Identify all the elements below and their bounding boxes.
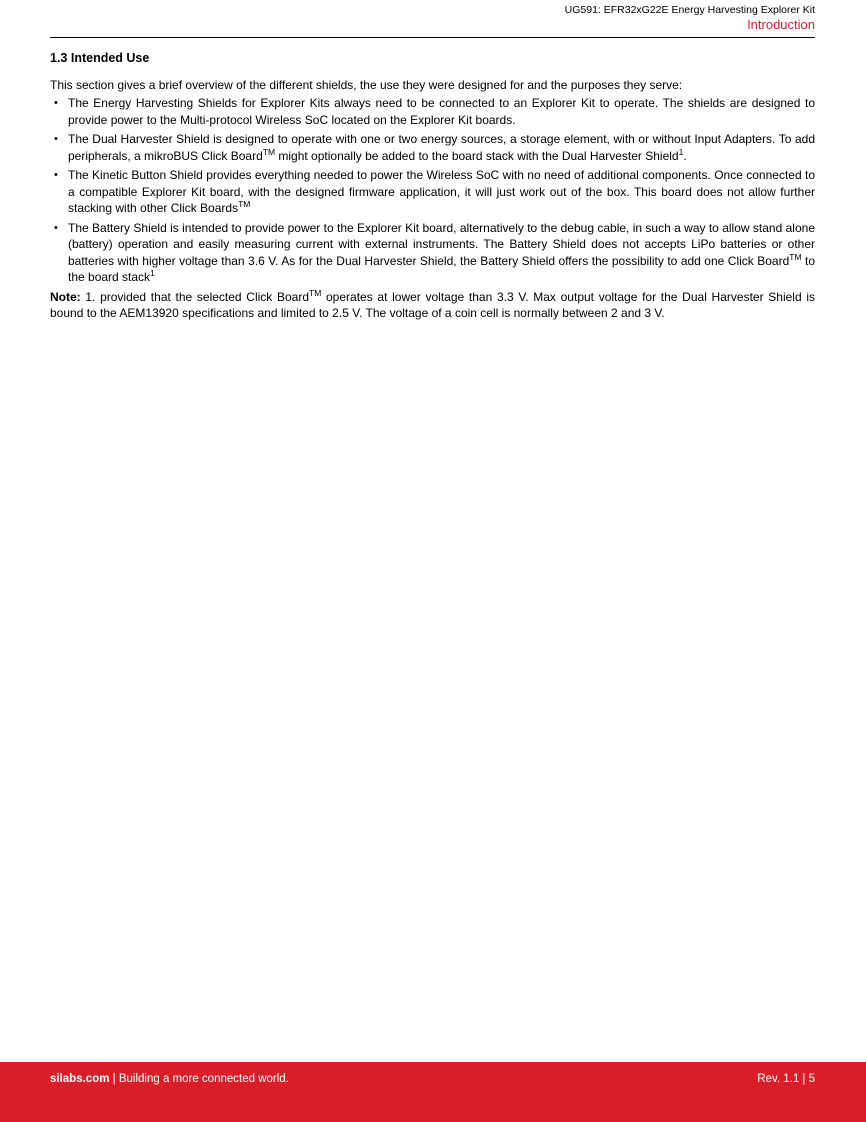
- bullet-text: The Battery Shield is intended to provide power to the Explorer Kit board, alternatively to the debug cable, in such a way to allow stand alone (battery) operation and easily measuring current with external instruments. The Battery Shield does not accepts LiPo batteries or other batteries with higher voltage than 3.6 V. As for the Dual Harvester Shield, the Battery Shield offers the possibility to add one Click Board: [68, 220, 815, 268]
- bullet-text: The Energy Harvesting Shields for Explorer Kits always need to be connected to an Explorer Kit to operate. The shields are designed to provide power to the Multi-protocol Wireless SoC located on the Explorer Kit boards.: [68, 96, 815, 127]
- note-text: 1. provided that the selected Click Board: [80, 289, 310, 304]
- trademark-superscript: TM: [789, 251, 802, 262]
- footer-tagline-text: | Building a more connected world.: [109, 1073, 289, 1085]
- bullet-text: to the board stack: [68, 253, 816, 284]
- bullet-text: might optionally be added to the board stack with the Dual Harvester Shield: [275, 148, 679, 163]
- list-item: [50, 220, 815, 286]
- page-footer: [0, 1062, 866, 1122]
- bullet-icon: •: [54, 133, 58, 145]
- section-title: 1.3 Intended Use: [50, 51, 150, 65]
- document-id: UG591: EFR32xG22E Energy Harvesting Explorer Kit: [564, 4, 815, 16]
- page-content: [50, 50, 815, 334]
- note-text: operates at lower voltage than 3.3 V. Max output voltage for the Dual Harvester Shield is bound to the AEM13920 specifications and limited to 2.5 V. The voltage of a coin cell is normally between 2 and 3 V.: [50, 289, 815, 320]
- bullet-text: .: [683, 148, 687, 163]
- list-item: [50, 95, 815, 128]
- footer-revision: Rev. 1.1 | 5: [757, 1073, 815, 1085]
- footer-site-link[interactable]: silabs.com: [50, 1073, 110, 1085]
- bullet-text: The Kinetic Button Shield provides everything needed to power the Wireless SoC with no need of additional components. Once connected to a compatible Explorer Kit board, with the designed firmware application, it will just work out of the box. This board does not allow further stacking with other Click Boards: [68, 168, 815, 215]
- bullet-icon: •: [54, 169, 58, 181]
- footnote-marker: 1: [150, 268, 155, 278]
- page-header: [50, 3, 815, 38]
- trademark-superscript: TM: [238, 199, 251, 209]
- trademark-superscript: TM: [309, 287, 322, 298]
- footer-tagline: [50, 1073, 289, 1085]
- section-intro: This section gives a brief overview of the different shields, the use they were designed for and the purposes they serve:: [50, 77, 683, 92]
- trademark-superscript: TM: [262, 146, 276, 157]
- bullet-icon: •: [54, 221, 58, 234]
- note-label: Note:: [50, 289, 81, 304]
- footnote-marker: 1: [678, 146, 684, 157]
- list-item: [50, 131, 815, 164]
- bullet-icon: •: [54, 97, 58, 109]
- note-paragraph: [50, 289, 815, 322]
- list-item: [50, 167, 815, 217]
- chapter-title: Introduction: [747, 17, 815, 32]
- bullet-list: [50, 95, 815, 286]
- bullet-text: The Dual Harvester Shield is designed to operate with one or two energy sources, a storage element, with or without Input Adapters. To add peripherals, a mikroBUS Click Board: [68, 132, 815, 163]
